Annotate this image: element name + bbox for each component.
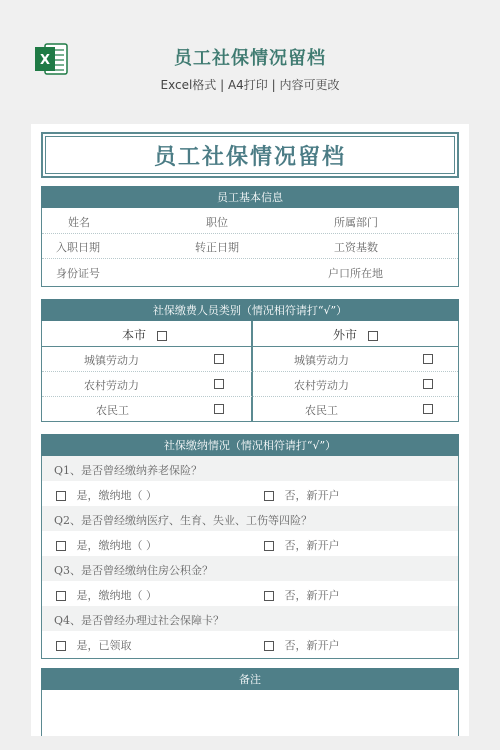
field-name-label: 姓名	[68, 216, 90, 229]
nonlocal-item-urban: 城镇劳动力	[294, 354, 349, 367]
page-title: 员工社保情况留档	[174, 48, 326, 69]
answer-row	[42, 481, 458, 506]
no-option	[264, 587, 340, 603]
local-item-rural: 农村劳动力	[84, 379, 139, 392]
nonlocal-migrant-checkbox[interactable]	[423, 404, 433, 414]
notes-area[interactable]	[41, 690, 459, 736]
question-row	[42, 606, 458, 631]
category-table	[41, 321, 459, 422]
q3-yes-checkbox[interactable]	[56, 591, 66, 601]
question-row	[42, 506, 458, 531]
q2-no-checkbox[interactable]	[264, 541, 274, 551]
basic-info-table	[41, 208, 459, 287]
basic-info-row	[42, 233, 458, 259]
checkbox-wrap	[423, 377, 433, 390]
local-migrant-checkbox[interactable]	[214, 404, 224, 414]
nonlocal-checkbox[interactable]	[368, 331, 378, 341]
q2-yes-checkbox[interactable]	[56, 541, 66, 551]
no-option	[264, 637, 340, 653]
field-department-label: 所属部门	[334, 216, 378, 229]
nonlocal-rural-checkbox[interactable]	[423, 379, 433, 389]
nonlocal-item-rural: 农村劳动力	[294, 379, 349, 392]
checkbox-wrap	[423, 402, 433, 415]
answer-row	[42, 531, 458, 556]
question-text: Q4、是否曾经办理过社会保障卡？	[54, 614, 225, 627]
q3-no-checkbox[interactable]	[264, 591, 274, 601]
no-label: 否，新开户	[284, 639, 340, 652]
document-sheet	[31, 124, 469, 736]
field-household-label: 户口所在地	[328, 267, 383, 280]
local-rural-checkbox[interactable]	[214, 379, 224, 389]
category-header: 社保缴费人员类别（情况相符请打“√”）	[41, 299, 459, 321]
yes-label: 是，已领取	[76, 639, 132, 652]
field-regular-date-label: 转正日期	[195, 241, 239, 254]
nonlocal-urban-checkbox[interactable]	[423, 354, 433, 364]
nonlocal-label: 外市	[333, 326, 378, 343]
answer-row	[42, 631, 458, 656]
local-item-urban: 城镇劳动力	[84, 354, 139, 367]
q1-yes-checkbox[interactable]	[56, 491, 66, 501]
no-label: 否，新开户	[284, 539, 340, 552]
local-checkbox[interactable]	[157, 331, 167, 341]
payment-table	[41, 456, 459, 659]
notes-header: 备注	[41, 668, 459, 690]
yes-option	[56, 637, 132, 653]
checkbox-wrap	[423, 352, 433, 365]
local-urban-checkbox[interactable]	[214, 354, 224, 364]
question-row	[42, 556, 458, 581]
basic-info-row	[42, 208, 458, 234]
document-title-box	[41, 132, 459, 178]
no-option	[264, 537, 340, 553]
yes-label: 是，缴纳地（ ）	[76, 539, 157, 552]
question-text: Q3、是否曾经缴纳住房公积金？	[54, 564, 214, 577]
answer-row	[42, 581, 458, 606]
top-banner	[0, 0, 500, 110]
yes-option	[56, 487, 157, 503]
yes-option	[56, 537, 157, 553]
no-label: 否，新开户	[284, 489, 340, 502]
category-title-row	[42, 321, 458, 347]
local-item-migrant: 农民工	[96, 404, 129, 417]
field-hire-date-label: 入职日期	[56, 241, 100, 254]
yes-label: 是，缴纳地（ ）	[76, 589, 157, 602]
field-position-label: 职位	[206, 216, 228, 229]
document-title: 员工社保情况留档	[45, 136, 455, 174]
page-subtitle: Excel格式 | A4打印 | 内容可更改	[160, 78, 340, 92]
local-label: 本市	[122, 326, 167, 343]
yes-option	[56, 587, 157, 603]
yes-label: 是，缴纳地（ ）	[76, 489, 157, 502]
checkbox-wrap	[214, 402, 224, 415]
field-salary-base-label: 工资基数	[334, 241, 378, 254]
checkbox-wrap	[214, 352, 224, 365]
q1-no-checkbox[interactable]	[264, 491, 274, 501]
payment-header: 社保缴纳情况（情况相符请打“√”）	[41, 434, 459, 456]
question-row	[42, 456, 458, 481]
question-text: Q1、是否曾经缴纳养老保险？	[54, 464, 203, 477]
svg-text:X: X	[39, 53, 51, 68]
nonlocal-item-migrant: 农民工	[305, 404, 338, 417]
question-text: Q2、是否曾经缴纳医疗、生育、失业、工伤等四险？	[54, 514, 313, 527]
checkbox-wrap	[214, 377, 224, 390]
q4-yes-checkbox[interactable]	[56, 641, 66, 651]
no-option	[264, 487, 340, 503]
basic-info-header: 员工基本信息	[41, 186, 459, 208]
q4-no-checkbox[interactable]	[264, 641, 274, 651]
field-id-number-label: 身份证号	[56, 267, 100, 280]
no-label: 否，新开户	[284, 589, 340, 602]
